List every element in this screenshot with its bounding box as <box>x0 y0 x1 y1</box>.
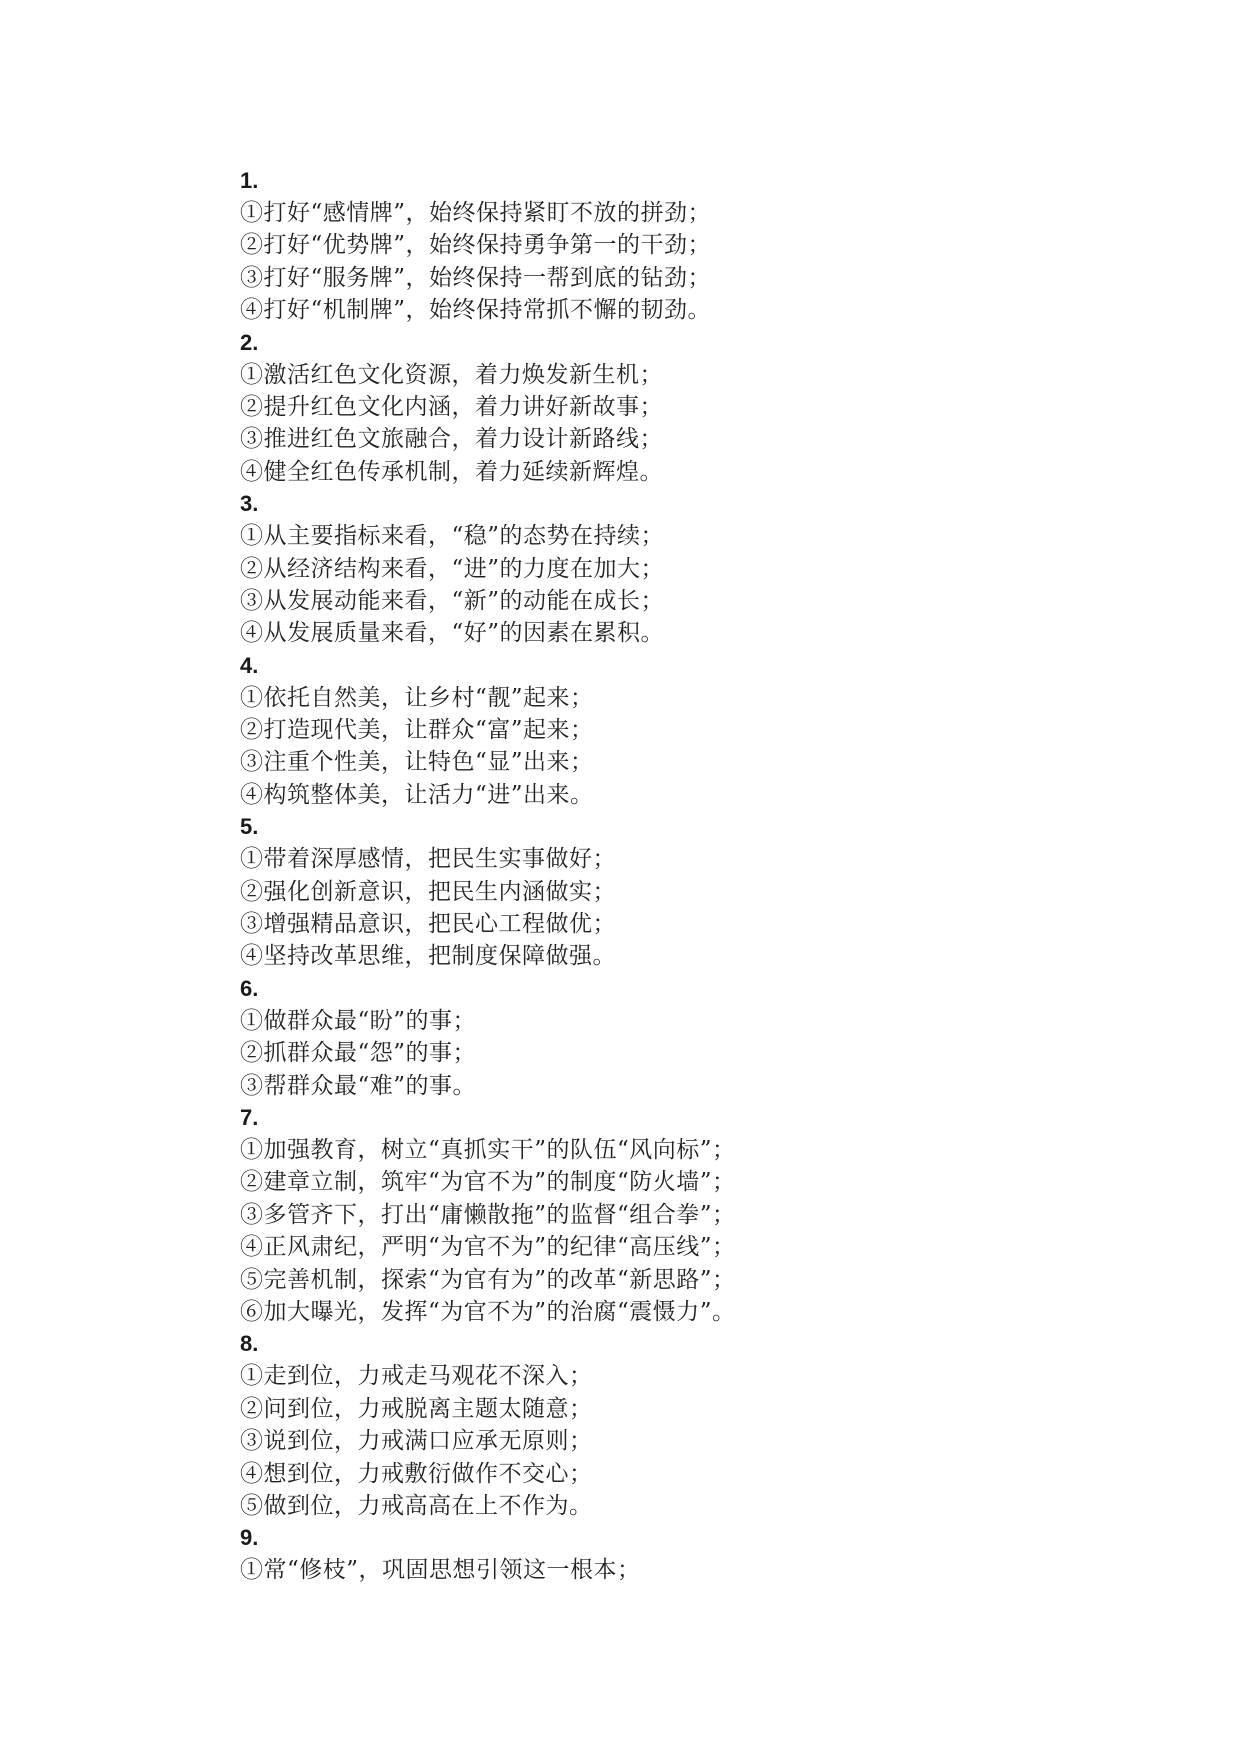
list-item: ③说到位，力戒满口应承无原则； <box>240 1428 593 1455</box>
list-item: ③增强精品意识，把民心工程做优； <box>240 911 616 938</box>
list-item: ④想到位，力戒敷衍做作不交心； <box>240 1460 593 1487</box>
section-6 <box>240 973 1180 1102</box>
section-3 <box>240 488 1180 650</box>
list-item: ⑥加大曝光，发挥“为官不为”的治腐“震慑力”。 <box>240 1298 736 1325</box>
list-item: ①做群众最“盼”的事； <box>240 1007 477 1034</box>
section-9 <box>240 1522 1180 1586</box>
list-item: ①走到位，力戒走马观花不深入； <box>240 1363 593 1390</box>
list-item: ①带着深厚感情，把民生实事做好； <box>240 846 616 873</box>
section-number: 8. <box>240 1331 259 1357</box>
section-number: 9. <box>240 1525 259 1551</box>
list-item: ⑤完善机制，探索“为官有为”的改革“新思路”； <box>240 1266 736 1293</box>
list-item: ①从主要指标来看，“稳”的态势在持续； <box>240 523 665 550</box>
list-item: ③从发展动能来看，“新”的动能在成长； <box>240 587 665 614</box>
section-8 <box>240 1328 1180 1522</box>
list-item: ③推进红色文旅融合，着力设计新路线； <box>240 426 663 453</box>
section-number: 5. <box>240 814 259 840</box>
section-number: 7. <box>240 1104 259 1130</box>
document-body <box>240 165 1180 1587</box>
list-item: ①常“修枝”，巩固思想引领这一根本； <box>240 1557 641 1584</box>
section-7 <box>240 1102 1180 1328</box>
section-2 <box>240 327 1180 489</box>
section-number: 3. <box>240 491 259 517</box>
list-item: ②强化创新意识，把民生内涵做实； <box>240 878 616 905</box>
list-item: ④打好“机制牌”，始终保持常抓不懈的韧劲。 <box>240 297 712 324</box>
list-item: ③注重个性美，让特色“显”出来； <box>240 749 594 776</box>
section-5 <box>240 811 1180 973</box>
list-item: ①激活红色文化资源，着力焕发新生机； <box>240 361 663 388</box>
list-item: ①打好“感情牌”，始终保持紧盯不放的拼劲； <box>240 200 712 226</box>
section-number: 2. <box>240 329 259 355</box>
list-item: ②从经济结构来看，“进”的力度在加大； <box>240 555 665 582</box>
list-item: ④健全红色传承机制，着力延续新辉煌。 <box>240 458 663 485</box>
section-number: 6. <box>240 975 259 1001</box>
list-item: ①依托自然美，让乡村“靓”起来； <box>240 684 594 711</box>
list-item: ③多管齐下，打出“庸懒散拖”的监督“组合拳”； <box>240 1201 736 1228</box>
list-item: ②问到位，力戒脱离主题太随意； <box>240 1395 593 1422</box>
section-number: 4. <box>240 652 259 678</box>
list-item: ②建章立制，筑牢“为官不为”的制度“防火墙”； <box>240 1169 736 1196</box>
list-item: ⑤做到位，力戒高高在上不作为。 <box>240 1492 593 1519</box>
section-1 <box>240 165 1180 327</box>
list-item: ③帮群众最“难”的事。 <box>240 1072 477 1099</box>
section-number: 1. <box>240 168 259 193</box>
list-item: ②抓群众最“怨”的事； <box>240 1040 477 1067</box>
list-item: ③打好“服务牌”，始终保持一帮到底的钻劲； <box>240 264 712 291</box>
list-item: ②打好“优势牌”，始终保持勇争第一的干劲； <box>240 232 712 259</box>
list-item: ④正风肃纪，严明“为官不为”的纪律“高压线”； <box>240 1234 736 1261</box>
list-item: ④构筑整体美，让活力“进”出来。 <box>240 781 594 808</box>
list-item: ④从发展质量来看，“好”的因素在累积。 <box>240 620 665 647</box>
list-item: ②打造现代美，让群众“富”起来； <box>240 717 594 744</box>
list-item: ①加强教育，树立“真抓实干”的队伍“风向标”； <box>240 1136 736 1163</box>
list-item: ②提升红色文化内涵，着力讲好新故事； <box>240 393 663 420</box>
list-item: ④坚持改革思维，把制度保障做强。 <box>240 943 616 970</box>
section-4 <box>240 650 1180 812</box>
